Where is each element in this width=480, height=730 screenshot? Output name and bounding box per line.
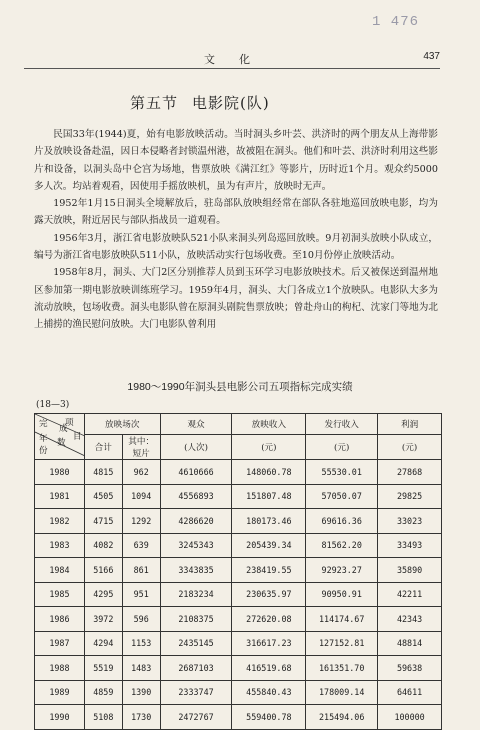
cell-screening-income: 238419.55 bbox=[232, 558, 306, 583]
cell-total-screenings: 4505 bbox=[84, 484, 122, 509]
cell-short-screenings: 1730 bbox=[122, 705, 160, 730]
cell-total-screenings: 4815 bbox=[84, 460, 122, 485]
cell-short-screenings: 639 bbox=[122, 533, 160, 558]
header-audience: 观众 bbox=[160, 414, 232, 435]
cell-total-screenings: 3972 bbox=[84, 607, 122, 632]
cell-year: 1984 bbox=[35, 558, 85, 583]
table-code: (18—3) bbox=[36, 400, 70, 410]
cell-audience: 2435145 bbox=[160, 631, 232, 656]
cell-audience: 3343835 bbox=[160, 558, 232, 583]
cell-audience: 2472767 bbox=[160, 705, 232, 730]
table-body bbox=[35, 460, 442, 730]
corner-label-eye: 目 bbox=[73, 432, 82, 442]
cell-profit: 100000 bbox=[378, 705, 442, 730]
cell-distribution-income: 92923.27 bbox=[306, 558, 378, 583]
table-row bbox=[35, 533, 442, 558]
corner-header-cell bbox=[35, 414, 85, 460]
cell-screening-income: 272620.08 bbox=[232, 607, 306, 632]
cell-distribution-income: 90950.91 bbox=[306, 582, 378, 607]
cell-total-screenings: 4294 bbox=[84, 631, 122, 656]
cell-total-screenings: 4082 bbox=[84, 533, 122, 558]
cell-audience: 2108375 bbox=[160, 607, 232, 632]
table-row bbox=[35, 680, 442, 705]
cell-profit: 27868 bbox=[378, 460, 442, 485]
corner-label-number: 数 bbox=[57, 438, 66, 448]
table-row bbox=[35, 460, 442, 485]
table-row bbox=[35, 607, 442, 632]
cell-profit: 35890 bbox=[378, 558, 442, 583]
paragraph-4: 1958年8月，洞头、大门2区分别推荐人员到玉环学习电影放映技术。后又被保送到温州地区参加第一期电影放映训练班学习。1959年4月，洞头、大门各成立1个放映队。电影队大多为流动放映，包场收费。洞头电影队曾在原洞头剧院售票放映；曾赴舟山的枸杞、沈家门等地为北上捕捞的渔民慰问放映。大门电影队曾利用 bbox=[34, 267, 438, 331]
cell-screening-income: 148060.78 bbox=[232, 460, 306, 485]
section-number: 第五节 bbox=[130, 94, 179, 112]
cell-short-screenings: 1390 bbox=[122, 680, 160, 705]
unit-screening-income: (元) bbox=[232, 435, 306, 460]
header-profit: 利润 bbox=[378, 414, 442, 435]
cell-screening-income: 180173.46 bbox=[232, 509, 306, 534]
cell-distribution-income: 55530.01 bbox=[306, 460, 378, 485]
paragraph-3: 1956年3月，浙江省电影放映队521小队来洞头列岛巡回放映。9月初洞头放映小队成立，编号为浙江省电影放映队511小队，放映活动实行包场收费。至10月份停止放映活动。 bbox=[34, 232, 438, 262]
cell-profit: 33493 bbox=[378, 533, 442, 558]
corner-label-fen: 份 bbox=[39, 446, 48, 456]
corner-label-complete: 完 bbox=[39, 419, 48, 429]
cell-audience: 4610666 bbox=[160, 460, 232, 485]
running-title: 文化 bbox=[204, 53, 274, 66]
cell-profit: 42211 bbox=[378, 582, 442, 607]
corner-label-item: 项 bbox=[65, 418, 74, 428]
table-row bbox=[35, 558, 442, 583]
unit-distribution-income: (元) bbox=[306, 435, 378, 460]
cell-short-screenings: 962 bbox=[122, 460, 160, 485]
body-text bbox=[34, 126, 438, 334]
cell-short-screenings: 1094 bbox=[122, 484, 160, 509]
cell-total-screenings: 5166 bbox=[84, 558, 122, 583]
cell-year: 1990 bbox=[35, 705, 85, 730]
cell-short-screenings: 1292 bbox=[122, 509, 160, 534]
header-total: 合计 bbox=[84, 435, 122, 460]
cell-total-screenings: 4859 bbox=[84, 680, 122, 705]
cell-audience: 2183234 bbox=[160, 582, 232, 607]
cell-profit: 48814 bbox=[378, 631, 442, 656]
cell-year: 1981 bbox=[35, 484, 85, 509]
cell-total-screenings: 4295 bbox=[84, 582, 122, 607]
running-header bbox=[24, 50, 440, 69]
cell-short-screenings: 596 bbox=[122, 607, 160, 632]
cell-total-screenings: 5519 bbox=[84, 656, 122, 681]
cell-distribution-income: 215494.06 bbox=[306, 705, 378, 730]
cell-total-screenings: 4715 bbox=[84, 509, 122, 534]
cell-distribution-income: 69616.36 bbox=[306, 509, 378, 534]
cell-distribution-income: 161351.70 bbox=[306, 656, 378, 681]
cell-distribution-income: 114174.67 bbox=[306, 607, 378, 632]
paragraph-1: 民国33年(1944)夏，始有电影放映活动。当时洞头乡叶芸、洪济时的两个朋友从上海带影片及放映设备赴温，因日本侵略者封锁温州港，故被阻在洞头。他们和叶芸、洪济时利用这些影片和设备，以洞头岛中仑宫为场地，售票放映《满江红》等影片，历时近1个月。观众约5000多人次。均站着观看，因使用手摇放映机，虽为有声片，放映时无声。 bbox=[34, 129, 438, 192]
header-screenings: 放映场次 bbox=[84, 414, 160, 435]
cell-year: 1982 bbox=[35, 509, 85, 534]
cell-profit: 29825 bbox=[378, 484, 442, 509]
cell-year: 1985 bbox=[35, 582, 85, 607]
cell-screening-income: 455840.43 bbox=[232, 680, 306, 705]
corner-label-cheng: 成 bbox=[59, 424, 68, 434]
cell-profit: 64611 bbox=[378, 680, 442, 705]
header-shorts bbox=[122, 435, 160, 460]
cell-screening-income: 151807.48 bbox=[232, 484, 306, 509]
header-screening-income: 放映收入 bbox=[232, 414, 306, 435]
table-row bbox=[35, 484, 442, 509]
cell-screening-income: 230635.97 bbox=[232, 582, 306, 607]
table-row bbox=[35, 705, 442, 730]
cell-screening-income: 416519.68 bbox=[232, 656, 306, 681]
table-title: 1980～1990年洞头县电影公司五项指标完成实绩 bbox=[127, 381, 353, 393]
cell-total-screenings: 5108 bbox=[84, 705, 122, 730]
cell-audience: 2687103 bbox=[160, 656, 232, 681]
cell-short-screenings: 1483 bbox=[122, 656, 160, 681]
cell-year: 1986 bbox=[35, 607, 85, 632]
cell-audience: 2333747 bbox=[160, 680, 232, 705]
cell-short-screenings: 861 bbox=[122, 558, 160, 583]
cell-year: 1980 bbox=[35, 460, 85, 485]
cell-year: 1988 bbox=[35, 656, 85, 681]
header-of-which: 其中： bbox=[128, 437, 155, 447]
cell-short-screenings: 951 bbox=[122, 582, 160, 607]
cell-profit: 59638 bbox=[378, 656, 442, 681]
corner-label-year: 年 bbox=[39, 434, 48, 444]
scan-mark: 1 476 bbox=[372, 14, 420, 30]
cell-short-screenings: 1153 bbox=[122, 631, 160, 656]
cell-audience: 4286620 bbox=[160, 509, 232, 534]
cell-year: 1989 bbox=[35, 680, 85, 705]
cell-profit: 33023 bbox=[378, 509, 442, 534]
cell-audience: 4556893 bbox=[160, 484, 232, 509]
table-row bbox=[35, 656, 442, 681]
cell-distribution-income: 127152.81 bbox=[306, 631, 378, 656]
cell-distribution-income: 57050.07 bbox=[306, 484, 378, 509]
statistics-table bbox=[34, 413, 442, 730]
section-heading bbox=[130, 92, 270, 113]
page-number: 437 bbox=[423, 51, 440, 62]
section-title: 电影院(队) bbox=[192, 94, 270, 112]
cell-distribution-income: 178009.14 bbox=[306, 680, 378, 705]
paragraph-2: 1952年1月15日洞头全境解放后，驻岛部队放映组经常在部队各驻地巡回放映电影，均为露天放映，附近居民与部队指战员一道观看。 bbox=[34, 198, 438, 227]
unit-profit: (元) bbox=[378, 435, 442, 460]
cell-screening-income: 559400.78 bbox=[232, 705, 306, 730]
cell-distribution-income: 81562.20 bbox=[306, 533, 378, 558]
header-shorts-label: 短片 bbox=[132, 449, 150, 459]
cell-screening-income: 205439.34 bbox=[232, 533, 306, 558]
cell-year: 1987 bbox=[35, 631, 85, 656]
header-distribution-income: 发行收入 bbox=[306, 414, 378, 435]
cell-year: 1983 bbox=[35, 533, 85, 558]
unit-audience: (人次) bbox=[160, 435, 232, 460]
table-row bbox=[35, 509, 442, 534]
cell-profit: 42343 bbox=[378, 607, 442, 632]
table-row bbox=[35, 582, 442, 607]
table-row bbox=[35, 631, 442, 656]
cell-audience: 3245343 bbox=[160, 533, 232, 558]
cell-screening-income: 316617.23 bbox=[232, 631, 306, 656]
